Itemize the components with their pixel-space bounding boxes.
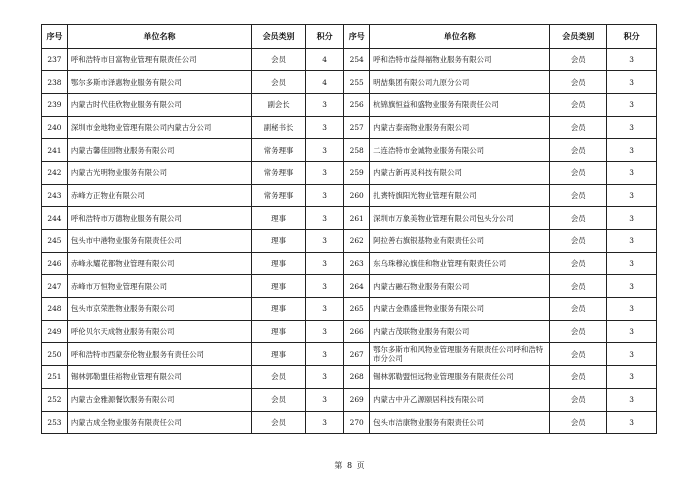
cell-no: 254 [344, 48, 370, 71]
cell-score: 3 [305, 184, 343, 207]
cell-category: 会员 [550, 184, 607, 207]
cell-score: 3 [305, 161, 343, 184]
cell-no: 261 [344, 207, 370, 230]
table-row [42, 388, 657, 411]
cell-name: 内蒙古新再灵科技有限公司 [370, 161, 550, 184]
cell-name: 呼伦贝尔天成物业服务有限公司 [67, 320, 251, 343]
cell-score: 3 [607, 139, 657, 162]
cell-no: 246 [42, 252, 68, 275]
header-no: 序号 [42, 25, 68, 49]
header-score: 积分 [305, 25, 343, 49]
cell-score: 3 [305, 275, 343, 298]
cell-no: 239 [42, 93, 68, 116]
cell-category: 会员 [550, 275, 607, 298]
cell-category: 会员 [252, 388, 306, 411]
cell-category: 会员 [550, 411, 607, 434]
header-no: 序号 [344, 25, 370, 49]
cell-category: 会员 [550, 298, 607, 321]
table-row [42, 139, 657, 162]
table-row [42, 320, 657, 343]
cell-no: 259 [344, 161, 370, 184]
cell-score: 3 [305, 388, 343, 411]
table-row [42, 298, 657, 321]
cell-category: 理事 [252, 343, 306, 366]
cell-category: 会员 [550, 343, 607, 366]
cell-score: 3 [607, 230, 657, 253]
header-score: 积分 [607, 25, 657, 49]
cell-category: 常务理事 [252, 184, 306, 207]
cell-name: 赤峰方正物业有限公司 [67, 184, 251, 207]
cell-no: 250 [42, 343, 68, 366]
cell-score: 3 [305, 320, 343, 343]
table-row [42, 48, 657, 71]
cell-no: 262 [344, 230, 370, 253]
cell-name: 内蒙古馨佳园物业服务有限公司 [67, 139, 251, 162]
cell-score: 3 [305, 366, 343, 389]
cell-no: 255 [344, 71, 370, 94]
table-row [42, 230, 657, 253]
cell-no: 260 [344, 184, 370, 207]
cell-name: 杭锦旗恒益和盛物业服务有限责任公司 [370, 93, 550, 116]
cell-score: 3 [305, 343, 343, 366]
cell-no: 245 [42, 230, 68, 253]
cell-name: 深圳市金地物业管理有限公司内蒙古分公司 [67, 116, 251, 139]
cell-category: 会员 [550, 116, 607, 139]
cell-name: 包头市洁康物业服务有限责任公司 [370, 411, 550, 434]
cell-category: 理事 [252, 320, 306, 343]
table-row [42, 116, 657, 139]
cell-category: 理事 [252, 298, 306, 321]
cell-name: 包头市中港物业服务有限责任公司 [67, 230, 251, 253]
cell-score: 3 [607, 275, 657, 298]
cell-name: 内蒙古茂联物业服务有限公司 [370, 320, 550, 343]
cell-name: 呼和浩特市益得福物业服务有限公司 [370, 48, 550, 71]
cell-category: 常务理事 [252, 161, 306, 184]
cell-category: 理事 [252, 207, 306, 230]
cell-no: 253 [42, 411, 68, 434]
cell-name: 内蒙古中升乙源颐居科技有限公司 [370, 388, 550, 411]
cell-category: 会员 [550, 366, 607, 389]
cell-name: 锡林郭勒盟佳裕物业管理有限公司 [67, 366, 251, 389]
cell-score: 3 [305, 230, 343, 253]
cell-score: 3 [607, 116, 657, 139]
cell-category: 常务理事 [252, 139, 306, 162]
cell-no: 265 [344, 298, 370, 321]
cell-no: 248 [42, 298, 68, 321]
cell-no: 263 [344, 252, 370, 275]
cell-name: 鄂尔多斯市和风物业管理服务有限责任公司呼和浩特市分公司 [370, 343, 550, 366]
cell-name: 内蒙古金鼎盛世物业服务有限公司 [370, 298, 550, 321]
cell-no: 258 [344, 139, 370, 162]
cell-no: 240 [42, 116, 68, 139]
cell-score: 3 [305, 116, 343, 139]
cell-name: 锡林郭勒盟恒远物业管理服务有限责任公司 [370, 366, 550, 389]
cell-score: 3 [607, 207, 657, 230]
cell-score: 3 [305, 139, 343, 162]
table-row [42, 161, 657, 184]
cell-score: 3 [607, 366, 657, 389]
cell-name: 内蒙古金雅源餐饮服务有限公司 [67, 388, 251, 411]
cell-category: 会员 [550, 161, 607, 184]
cell-category: 会员 [550, 93, 607, 116]
cell-name: 鄂尔多斯市泽惠物业服务有限公司 [67, 71, 251, 94]
cell-name: 内蒙古光明物业服务有限公司 [67, 161, 251, 184]
cell-score: 3 [607, 252, 657, 275]
cell-no: 268 [344, 366, 370, 389]
cell-score: 3 [607, 343, 657, 366]
cell-category: 会员 [252, 411, 306, 434]
table-row [42, 411, 657, 434]
cell-category: 会员 [550, 252, 607, 275]
header-category: 会员类别 [550, 25, 607, 49]
cell-name: 呼和浩特市目富物业管理有限责任公司 [67, 48, 251, 71]
cell-no: 247 [42, 275, 68, 298]
cell-score: 3 [607, 411, 657, 434]
cell-no: 267 [344, 343, 370, 366]
cell-category: 理事 [252, 230, 306, 253]
cell-score: 3 [607, 320, 657, 343]
cell-category: 会员 [550, 48, 607, 71]
table-header-row [42, 25, 657, 49]
cell-category: 会员 [550, 230, 607, 253]
cell-category: 会员 [252, 48, 306, 71]
cell-name: 呼和浩特市西蒙奈伦物业服务有责任公司 [67, 343, 251, 366]
cell-name: 深圳市万象美物业管理有限公司包头分公司 [370, 207, 550, 230]
cell-score: 3 [607, 161, 657, 184]
cell-category: 会员 [550, 71, 607, 94]
cell-score: 3 [305, 298, 343, 321]
member-score-table [41, 24, 657, 434]
cell-no: 256 [344, 93, 370, 116]
table-row [42, 252, 657, 275]
cell-no: 237 [42, 48, 68, 71]
cell-name: 内蒙古泰南物业服务有限公司 [370, 116, 550, 139]
cell-score: 4 [305, 48, 343, 71]
cell-no: 243 [42, 184, 68, 207]
cell-no: 264 [344, 275, 370, 298]
cell-score: 3 [607, 184, 657, 207]
cell-score: 3 [305, 411, 343, 434]
cell-no: 242 [42, 161, 68, 184]
cell-no: 251 [42, 366, 68, 389]
cell-score: 3 [305, 207, 343, 230]
cell-name: 内蒙古时代佳欣物业服务有限公司 [67, 93, 251, 116]
cell-name: 包头市京荣胜物业服务有限公司 [67, 298, 251, 321]
cell-no: 266 [344, 320, 370, 343]
page-number: 第 8 页 [334, 461, 366, 470]
header-category: 会员类别 [252, 25, 306, 49]
cell-category: 副秘书长 [252, 116, 306, 139]
cell-name: 明喆集团有限公司九原分公司 [370, 71, 550, 94]
cell-score: 3 [607, 48, 657, 71]
header-name: 单位名称 [67, 25, 251, 49]
cell-no: 269 [344, 388, 370, 411]
table-row [42, 71, 657, 94]
cell-category: 理事 [252, 252, 306, 275]
cell-no: 241 [42, 139, 68, 162]
cell-no: 249 [42, 320, 68, 343]
cell-category: 会员 [252, 366, 306, 389]
cell-name: 赤峰市万恒物业管理有限公司 [67, 275, 251, 298]
table-row [42, 343, 657, 366]
table-row [42, 184, 657, 207]
cell-category: 会员 [550, 388, 607, 411]
cell-category: 副会长 [252, 93, 306, 116]
cell-score: 3 [607, 93, 657, 116]
cell-score: 3 [305, 93, 343, 116]
cell-name: 赤峰永耀花都物业管理有限公司 [67, 252, 251, 275]
cell-name: 东乌珠穆沁旗佳和物业管理有限责任公司 [370, 252, 550, 275]
cell-category: 会员 [550, 320, 607, 343]
table-row [42, 366, 657, 389]
cell-name: 阿拉善右旗银基物业有限责任公司 [370, 230, 550, 253]
cell-name: 呼和浩特市万德物业服务有限公司 [67, 207, 251, 230]
cell-category: 会员 [550, 207, 607, 230]
cell-category: 会员 [550, 139, 607, 162]
cell-score: 4 [305, 71, 343, 94]
cell-category: 理事 [252, 275, 306, 298]
cell-no: 257 [344, 116, 370, 139]
cell-score: 3 [607, 71, 657, 94]
cell-name: 扎赉特旗阳光物业管理有限公司 [370, 184, 550, 207]
cell-score: 3 [607, 298, 657, 321]
cell-name: 二连浩特市金诚物业服务有限公司 [370, 139, 550, 162]
cell-no: 244 [42, 207, 68, 230]
cell-no: 270 [344, 411, 370, 434]
table-row [42, 207, 657, 230]
table-row [42, 275, 657, 298]
cell-no: 252 [42, 388, 68, 411]
cell-score: 3 [607, 388, 657, 411]
header-name: 单位名称 [370, 25, 550, 49]
table-body [42, 48, 657, 434]
cell-name: 内蒙古融石物业服务有限公司 [370, 275, 550, 298]
cell-score: 3 [305, 252, 343, 275]
cell-category: 会员 [252, 71, 306, 94]
table-row [42, 93, 657, 116]
cell-no: 238 [42, 71, 68, 94]
cell-name: 内蒙古成全物业服务有限责任公司 [67, 411, 251, 434]
